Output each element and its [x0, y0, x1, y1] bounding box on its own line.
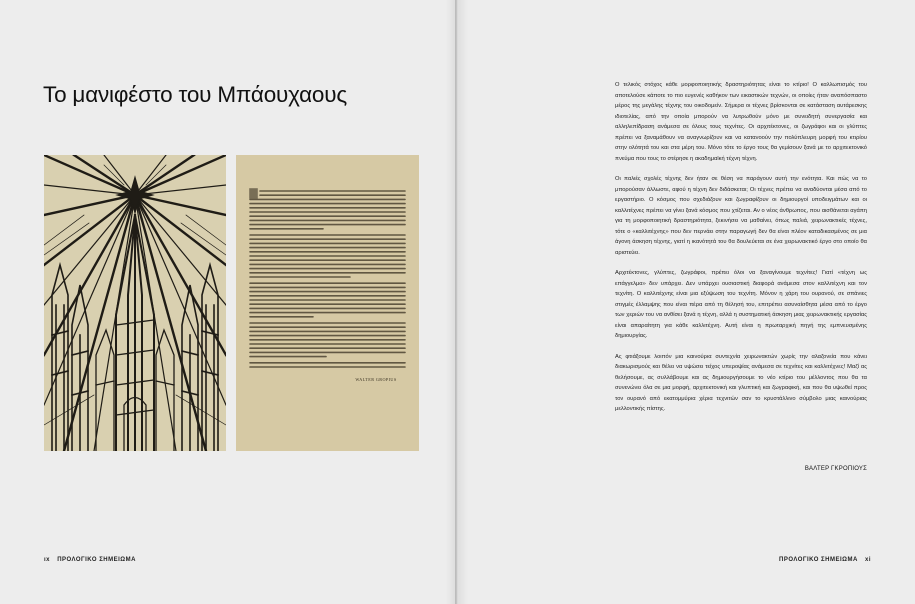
paragraph: Ο τελικός στόχος κάθε μορφοποιητικής δραστηριότητας είναι το κτίριο! Ο καλλωπισμός του αποτελούσε κάποτε το πιο ευγενές καθήκον των εικαστικών τεχνών, οι οποίες ήταν αναπόσπαστο μέρος της μεγάλης τέχνης του οικοδομείν. Σήμερα οι τέχνες βρίσκονται σε κατάσταση αυτάρεσκης ιδιοτελίας, από την οποία μπορούν να λυτρωθούν μόνο με συνειδητή συνεργασία και αλληλεπίδραση ανάμεσα σε όλους τους τεχνίτες. Οι αρχιτέκτονες, οι ζωγράφοι και οι γλύπτες πρέπει να ξαναμάθουν να αναγνωρίζουν και να κατανοούν την πολύπλευρη μορφή του κτιρίου στην ολότητά του και στα μέρη του. Μόνο τότε το έργο τους θα γεμίσουν ξανά με το αρχιτεκτονικό πνεύμα που τους το στέρησε η ακαδημαϊκή τέχνη τέχνη. — [615, 82, 867, 162]
cathedral-woodcut-image — [44, 155, 226, 451]
left-page-number: ıx — [44, 557, 51, 563]
manifesto-facsimile-text-block — [236, 155, 419, 451]
right-footer — [779, 557, 871, 563]
left-page — [0, 0, 456, 604]
manifesto-body — [615, 80, 867, 425]
left-footer — [44, 557, 136, 563]
facsimile-signature: WALTER GROPIUS — [355, 377, 397, 382]
right-page — [457, 0, 915, 604]
facsimile-drop-cap — [250, 189, 257, 198]
author-signature: ΒΑΛΤΕΡ ΓΚΡΟΠΙΟΥΣ — [804, 466, 867, 472]
paragraph: Οι παλιές σχολές τέχνης δεν ήταν σε θέση να παράγουν αυτή την ενότητα. Και πώς να το μπορούσαν άλλωστε, αφού η τέχνη δεν διδάσκεται; Οι τέχνες πρέπει να αναδύονται μέσα από το εργαστήριο. Ο κόσμος που σχεδιάζουν και ζωγραφίζουν οι δημιουργοί υποδειγμάτων και οι καλλιτέχνες πρέπει να γίνει ξανά κόσμος που χτίζεται. Αν ο νέος άνθρωπος, που αισθάνεται αγάπη για τη μορφοποιητική δραστηριότητα, ξεκινήσει να μαθαίνει, όπως παλιά, χειρωνακτικές τέχνες, τότε ο «καλλιτέχνης» που δεν περνάει στην παραγωγή δεν θα είναι πλέον καταδικασμένος σε μια άγονη άσκηση τέχνης, γιατί η ικανότητά του θα δουλεύεται σε ένα χειρωνακτικό έργο στο οποίο θα αριστεύει. — [615, 176, 867, 256]
paragraph: Αρχιτέκτονες, γλύπτες, ζωγράφοι, πρέπει όλοι να ξαναγίνουμε τεχνίτες! Γιατί «τέχνη ως επάγγελμα» δεν υπάρχει. Δεν υπάρχει ουσιαστική διαφορά ανάμεσα στον καλλιτέχνη και τον τεχνίτη. Ο καλλιτέχνης είναι μια εξύψωση του τεχνίτη. Μόνον η χάρη του ουρανού, σε σπάνιες στιγμές έλλαμψης που είναι πέρα από τη θέλησή του, επιτρέπει ασυναίσθητα μέσα από το έργο των χεριών του να ανθίσει ξανά η τέχνη, αλλά η συστηματική άσκηση μιας χειρωνακτικής εργασίας είναι απαραίτητη για κάθε καλλιτέχνη. Αυτή είναι η πρωταρχική πηγή της εμπνευσμένης δημιουργίας. — [615, 270, 867, 339]
page-title: Το μανιφέστο του Μπάουχαους — [43, 82, 347, 107]
right-running-footer: ΠΡΟΛΟΓΙΚΟ ΣΗΜΕΙΩΜΑ — [779, 557, 858, 563]
paragraph: Ας φτιάξουμε λοιπόν μια καινούρια συντεχνία χειρωνακτών χωρίς την αλαζονεία που κάνει διακωρισμούς και θέλει να υψώσει τείχος υπεροψίας ανάμεσα σε τεχνίτες και καλλιτέχνες! Μαζί ας θελήσουμε, ας συλλάβουμε και ας δημιουργήσουμε το νέο κτίριο του μέλλοντος που θα τα συνενώνει όλα σε μια μορφή, αρχιτεκτονική και γλυπτική και ζωγραφική, και που θα υψωθεί προς τον ουρανό από εκατομμύρια χέρια τεχνιτών σαν το κρυστάλλινο σύμβολο μιας καινούριας μελλοντικής πίστης. — [615, 353, 867, 412]
cathedral-woodcut-drawing — [44, 155, 226, 451]
manifesto-facsimile-image — [236, 155, 419, 451]
right-page-number: xi — [864, 557, 871, 563]
left-running-footer: ΠΡΟΛΟΓΙΚΟ ΣΗΜΕΙΩΜΑ — [57, 557, 136, 563]
